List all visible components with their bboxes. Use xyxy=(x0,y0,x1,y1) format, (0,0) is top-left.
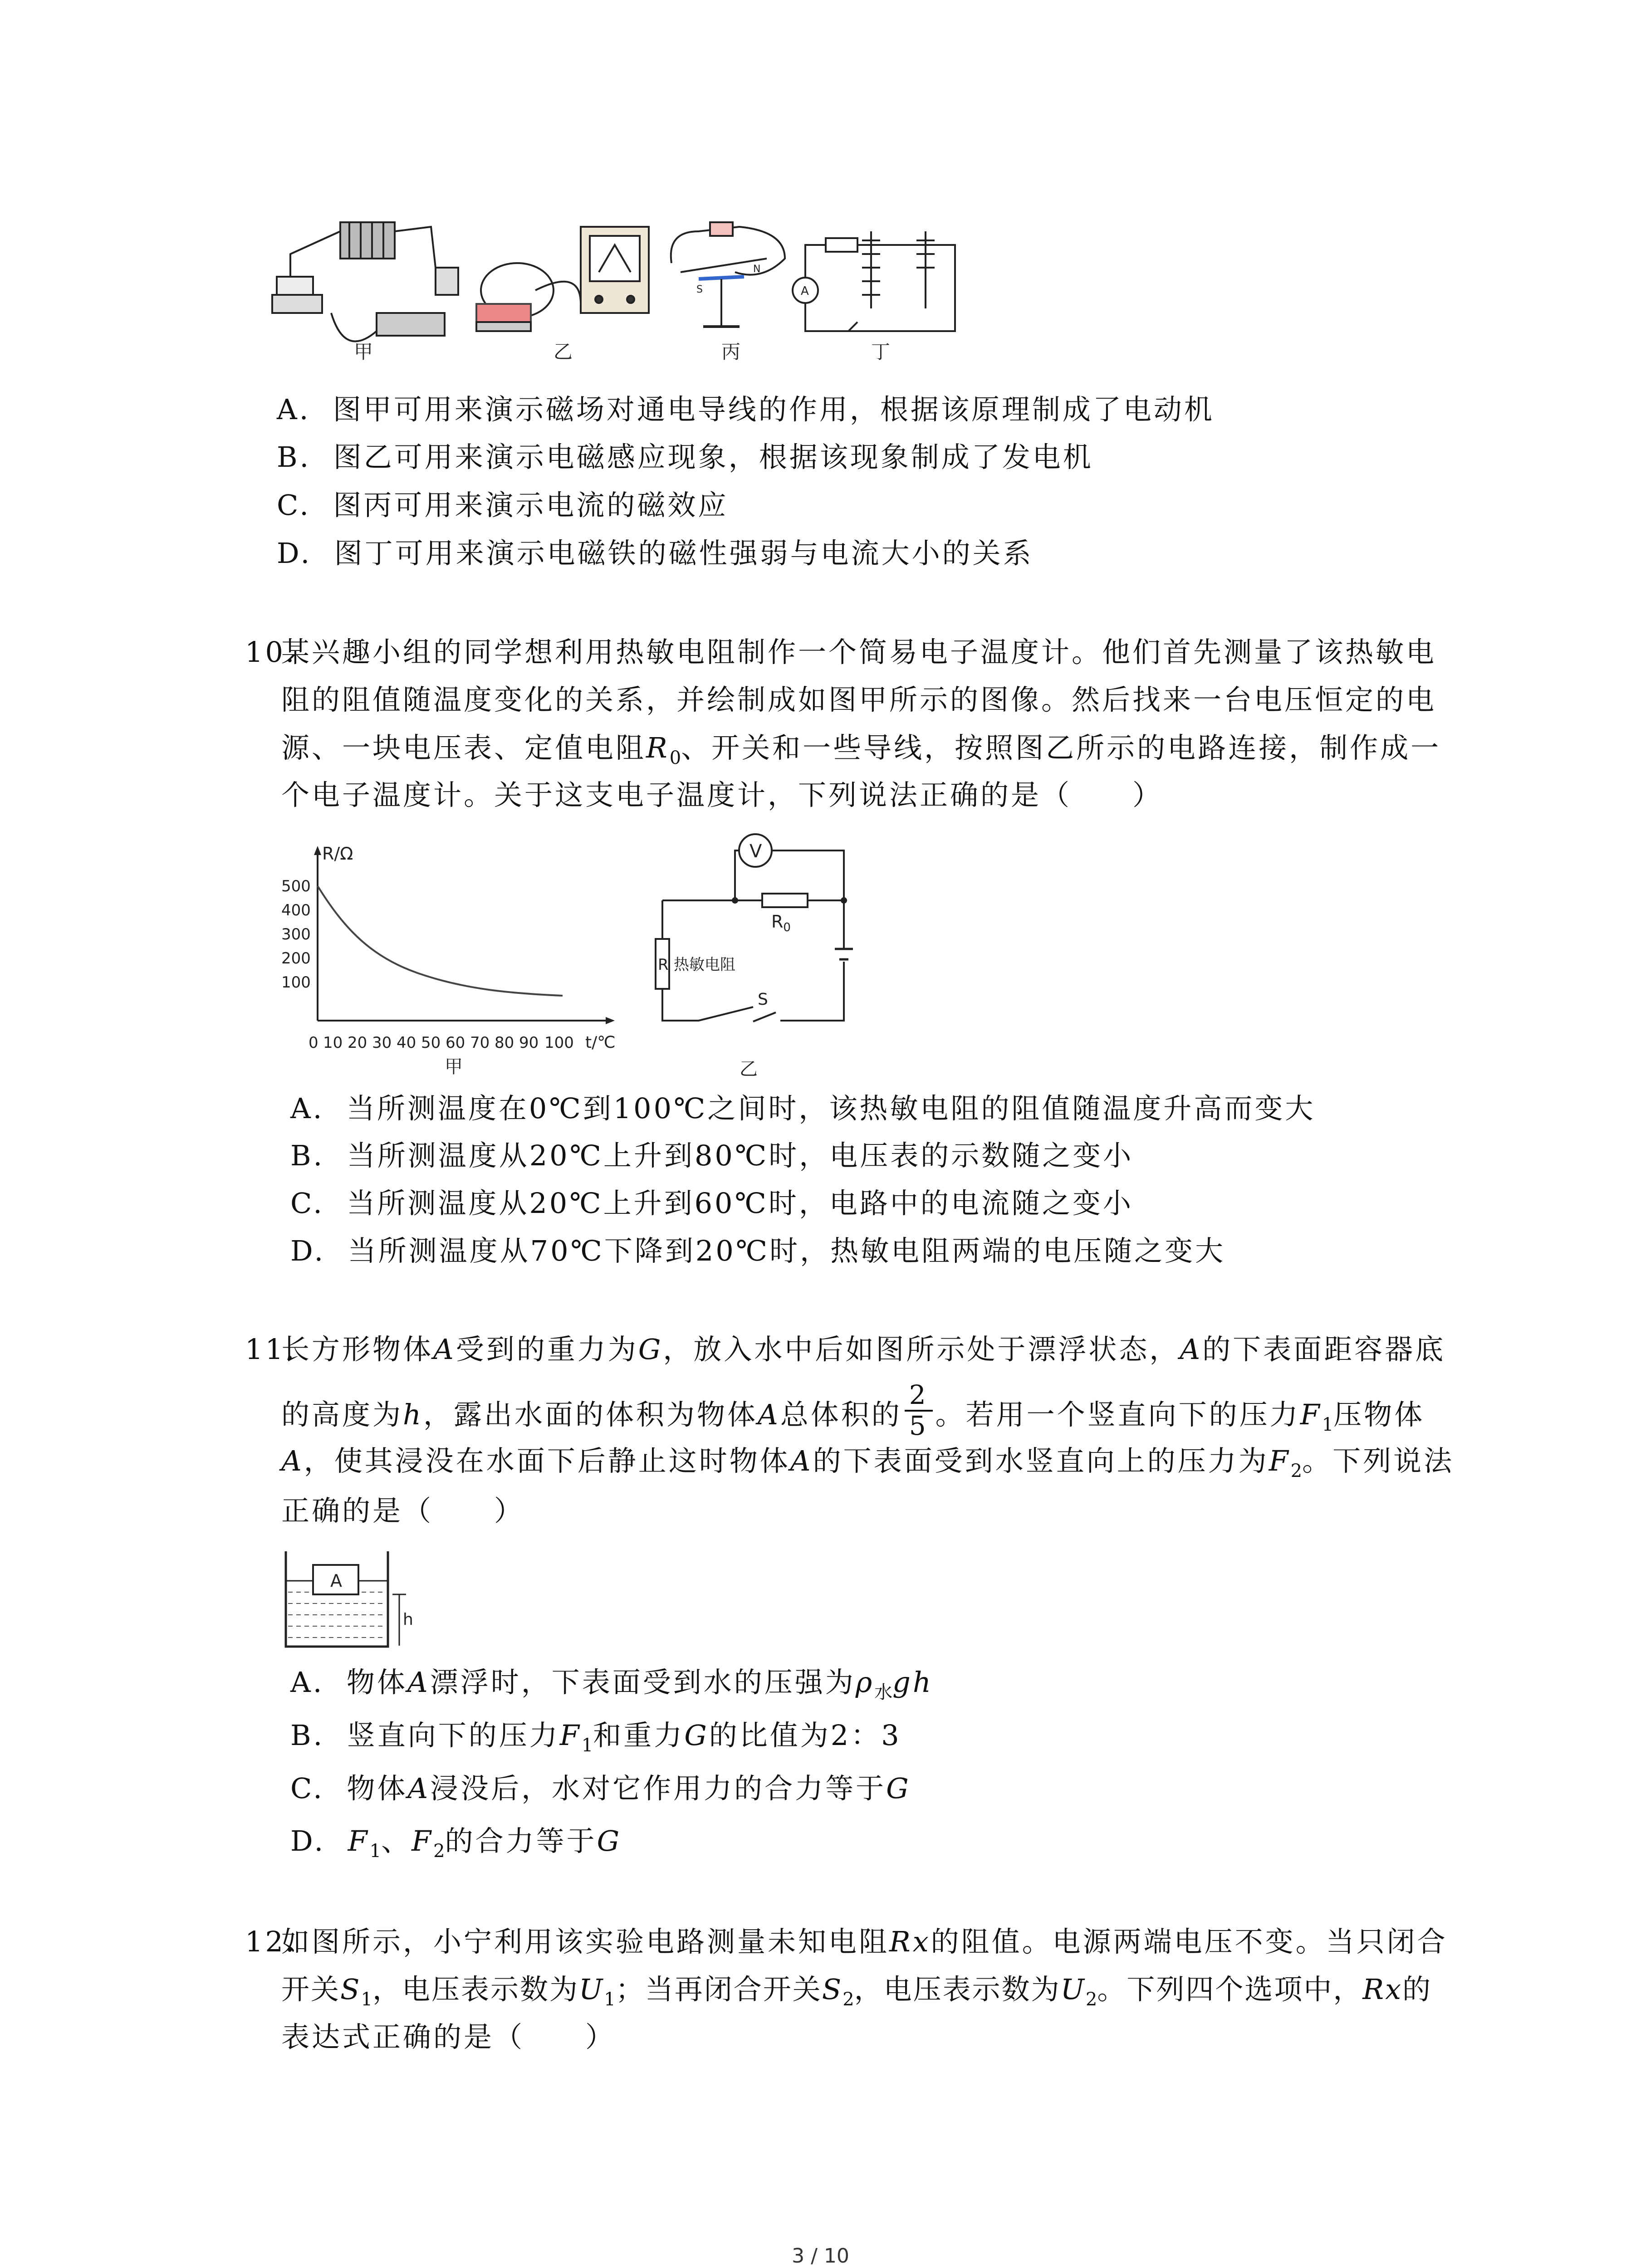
q11-line3: A，使其浸没在水面下后静止这时物体A的下表面受到水竖直向上的压力为$F_2$。下列说法 xyxy=(281,1444,1455,1481)
q11-option-d: D. $F_1$、$F_2$的合力等于G xyxy=(290,1824,622,1862)
figure-ding xyxy=(793,231,955,331)
q12-line3: 表达式正确的是（ ） xyxy=(281,2020,616,2053)
thermistor-text: 热敏电阻 xyxy=(674,956,735,974)
q11-option-c: C. 物体A浸没后，水对它作用力的合力等于G xyxy=(290,1772,911,1805)
circuit-caption: 乙 xyxy=(740,1059,758,1080)
resistor-r0 xyxy=(762,894,808,907)
x-axis-arrow xyxy=(606,1017,615,1024)
x-tick: 80 xyxy=(495,1034,514,1052)
y-tick-100: 100 xyxy=(281,973,311,992)
x-tick: 70 xyxy=(470,1034,490,1052)
height-label: h xyxy=(403,1610,413,1629)
figure-jia xyxy=(272,222,458,342)
x-ticks xyxy=(309,1034,574,1052)
x-tick: 30 xyxy=(372,1034,392,1052)
q10-stem-line3: 源、一块电压表、定值电阻$R_0$、开关和一些导线，按照图乙所示的电路连接，制作成一 xyxy=(281,731,1441,768)
q10-stem-line4: 个电子温度计。关于这支电子温度计，下列说法正确的是（ ） xyxy=(281,778,1163,811)
x-tick: 90 xyxy=(519,1034,539,1052)
x-tick: 50 xyxy=(421,1034,441,1052)
figure-yi xyxy=(476,227,649,331)
x-tick: 40 xyxy=(397,1034,416,1052)
page-number: 3 / 10 xyxy=(792,2244,849,2268)
q11-number: 11. xyxy=(245,1333,297,1366)
graph-caption: 甲 xyxy=(445,1056,463,1075)
y-axis-label: R/Ω xyxy=(322,844,353,864)
q11-option-a: A. 物体A漂浮时，下表面受到水的压强为$\rho_水gh$ xyxy=(290,1666,933,1703)
figure-label-ding: 丁 xyxy=(871,341,891,363)
x-tick: 10 xyxy=(323,1034,343,1052)
q9-option-a: A. 图甲可用来演示磁场对通电导线的作用，根据该原理制成了电动机 xyxy=(277,393,1215,426)
y-tick-300: 300 xyxy=(281,925,311,943)
thermistor-label: R xyxy=(658,956,669,974)
figure-label-yi: 乙 xyxy=(554,341,573,363)
figure-label-bing: 丙 xyxy=(721,341,741,363)
q11-option-b: B. 竖直向下的压力$F_1$和重力G的比值为2：3 xyxy=(290,1719,901,1756)
q12-number: 12. xyxy=(245,1925,297,1958)
x-tick: 100 xyxy=(544,1034,574,1052)
voltmeter-label: V xyxy=(749,841,762,862)
q11-line1: 长方形物体A受到的重力为G，放入水中后如图所示处于漂浮状态，A的下表面距容器底 xyxy=(281,1333,1446,1366)
q9-option-b: B. 图乙可用来演示电磁感应现象，根据该现象制成了发电机 xyxy=(277,440,1093,474)
q10-stem-line1: 某兴趣小组的同学想利用热敏电阻制作一个简易电子温度计。他们首先测量了该热敏电 xyxy=(281,635,1437,669)
y-tick-400: 400 xyxy=(281,901,311,919)
q11-container-figure xyxy=(281,1547,417,1651)
svg-text:N: N xyxy=(753,264,761,275)
q10-graph-jia xyxy=(272,839,635,1075)
q12-line1: 如图所示，小宁利用该实验电路测量未知电阻Rx的阻值。电源两端电压不变。当只闭合 xyxy=(281,1925,1448,1958)
resistance-curve xyxy=(318,886,563,996)
r0-label: $R_0$ xyxy=(771,912,791,934)
q9-figures xyxy=(263,213,1043,363)
y-axis-arrow xyxy=(314,846,321,855)
x-tick: 20 xyxy=(348,1034,367,1052)
q10-option-d: D. 当所测温度从70℃下降到20℃时，热敏电阻两端的电压随之变大 xyxy=(290,1234,1226,1267)
fraction-two-fifths: $\frac{2}{5}$ xyxy=(905,1381,933,1441)
q9-option-d: D. 图丁可用来演示电磁铁的磁性强弱与电流大小的关系 xyxy=(277,537,1034,570)
q10-option-b: B. 当所测温度从20℃上升到80℃时，电压表的示数随之变小 xyxy=(290,1139,1134,1172)
figure-label-jia: 甲 xyxy=(354,341,373,363)
switch-label: S xyxy=(758,990,768,1009)
y-tick-200: 200 xyxy=(281,949,311,968)
svg-text:A: A xyxy=(801,284,809,298)
x-axis-label: t/℃ xyxy=(585,1033,616,1052)
q11-line4: 正确的是（ ） xyxy=(281,1494,525,1527)
q9-option-c: C. 图丙可用来演示电流的磁效应 xyxy=(277,489,729,522)
figure-bing xyxy=(671,222,785,327)
x-tick: 60 xyxy=(446,1034,465,1052)
q11-line2: 的高度为h，露出水面的体积为物体A总体积的 $\frac{2}{5}$ 。若用一个竖直向下的压力$F_1$压物体 xyxy=(281,1379,1425,1441)
q10-option-c: C. 当所测温度从20℃上升到60℃时，电路中的电流随之变小 xyxy=(290,1187,1133,1220)
x-tick: 0 xyxy=(309,1034,318,1052)
q10-option-a: A. 当所测温度在0℃到100℃之间时，该热敏电阻的阻值随温度升高而变大 xyxy=(290,1092,1316,1125)
y-tick-500: 500 xyxy=(281,877,311,895)
q10-circuit-yi xyxy=(635,826,880,1080)
switch-s xyxy=(753,1012,776,1022)
q10-number: 10. xyxy=(245,635,297,669)
q10-stem-line2: 阻的阻值随温度变化的关系，并绘制成如图甲所示的图像。然后找来一台电压恒定的电 xyxy=(281,683,1437,716)
q12-line2: 开关$S_1$，电压表示数为$U_1$；当再闭合开关$S_2$，电压表示数为$U_2$。下列四个选项中，Rx的 xyxy=(281,1973,1432,2010)
block-a-label: A xyxy=(330,1571,342,1591)
svg-text:S: S xyxy=(696,284,703,295)
